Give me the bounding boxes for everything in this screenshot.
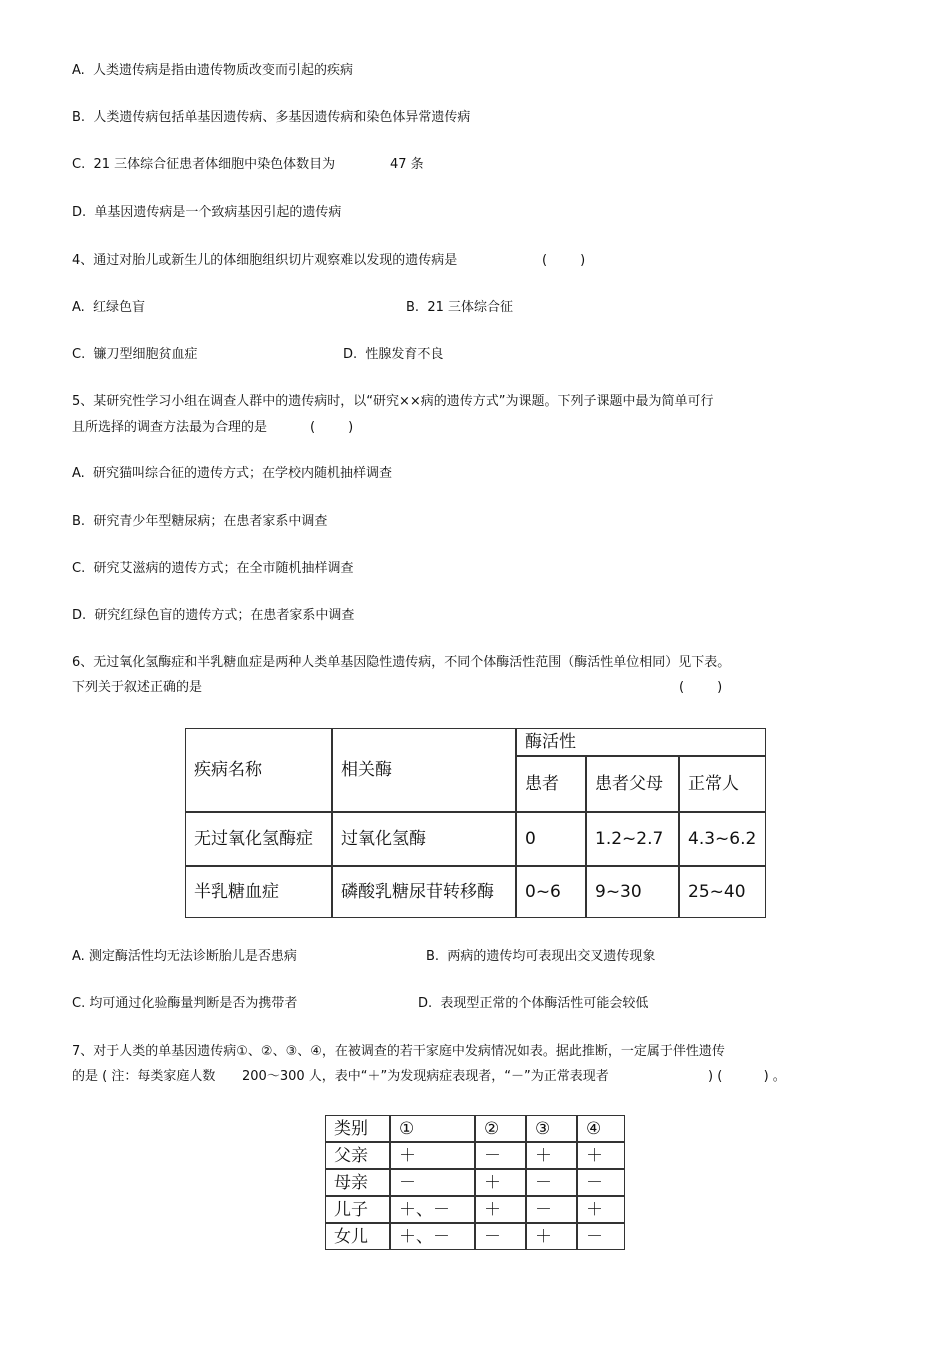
- q7-stem-note: 200～300 人，表中“＋”为发现病症表现者，“－”为正常表现者: [242, 1069, 609, 1084]
- value-cell: ＋: [390, 1142, 475, 1169]
- q3-option-b: B. 人类遗传病包括单基因遗传病、多基因遗传病和染色体异常遗传病: [72, 110, 471, 125]
- header-patient: 患者: [516, 756, 586, 812]
- category-cell: 父亲: [325, 1142, 390, 1169]
- q6-option-d: D. 表现型正常的个体酶活性可能会较低: [418, 996, 649, 1011]
- enzyme-cell: 过氧化氢酶: [332, 812, 516, 866]
- table-row: [185, 812, 766, 866]
- parents-activity-cell: 9~30: [586, 866, 679, 918]
- value-cell: ＋: [526, 1142, 577, 1169]
- header-disease-name: 疾病名称: [185, 728, 332, 812]
- table-header-row: [325, 1115, 625, 1142]
- q5-answer-paren: ( ): [310, 420, 354, 435]
- category-cell: 儿子: [325, 1196, 390, 1223]
- q4-answer-paren: ( ): [542, 253, 586, 268]
- normal-activity-cell: 25~40: [679, 866, 766, 918]
- value-cell: ＋: [475, 1169, 526, 1196]
- q4-option-c: C. 镰刀型细胞贫血症: [72, 347, 198, 362]
- table-row: [325, 1223, 625, 1250]
- table-row: [325, 1196, 625, 1223]
- q4-option-a: A. 红绿色盲: [72, 300, 146, 315]
- category-cell: 母亲: [325, 1169, 390, 1196]
- value-cell: －: [577, 1223, 625, 1250]
- header-disease-1: ①: [390, 1115, 475, 1142]
- q3-option-a: A. 人类遗传病是指由遗传物质改变而引起的疾病: [72, 63, 354, 78]
- disease-cell: 无过氧化氢酶症: [185, 812, 332, 866]
- q6-option-a: A. 测定酶活性均无法诊断胎儿是否患病: [72, 949, 297, 964]
- family-incidence-table: [325, 1115, 625, 1250]
- value-cell: －: [475, 1223, 526, 1250]
- value-cell: －: [390, 1169, 475, 1196]
- header-enzyme-activity: 酶活性: [516, 728, 766, 756]
- q5-option-a: A. 研究猫叫综合征的遗传方式；在学校内随机抽样调查: [72, 466, 393, 481]
- enzyme-activity-table: [185, 728, 766, 918]
- q6-answer-paren: ( ): [679, 680, 723, 695]
- value-cell: ＋: [475, 1196, 526, 1223]
- header-patient-parents: 患者父母: [586, 756, 679, 812]
- value-cell: －: [526, 1169, 577, 1196]
- header-normal-person: 正常人: [679, 756, 766, 812]
- q4-option-d: D. 性腺发育不良: [343, 347, 444, 362]
- q5-option-d: D. 研究红绿色盲的遗传方式；在患者家系中调查: [72, 608, 355, 623]
- table-row: [325, 1142, 625, 1169]
- table-row: [325, 1169, 625, 1196]
- disease-cell: 半乳糖血症: [185, 866, 332, 918]
- q7-answer-paren: ) ( ) 。: [708, 1069, 786, 1084]
- value-cell: ＋: [577, 1142, 625, 1169]
- enzyme-cell: 磷酸乳糖尿苷转移酶: [332, 866, 516, 918]
- q7-stem-line2: 的是 ( 注：每类家庭人数: [72, 1069, 216, 1084]
- q4-stem: 4、通过对胎儿或新生儿的体细胞组织切片观察难以发现的遗传病是: [72, 253, 458, 268]
- q5-option-c: C. 研究艾滋病的遗传方式；在全市随机抽样调查: [72, 561, 354, 576]
- header-category: 类别: [325, 1115, 390, 1142]
- patient-activity-cell: 0: [516, 812, 586, 866]
- q5-stem-line1: 5、某研究性学习小组在调查人群中的遗传病时，以“研究××病的遗传方式”为课题。下列子课题中最为简单可行: [72, 394, 714, 409]
- q5-option-b: B. 研究青少年型糖尿病；在患者家系中调查: [72, 514, 328, 529]
- header-disease-4: ④: [577, 1115, 625, 1142]
- header-disease-2: ②: [475, 1115, 526, 1142]
- table-row: [185, 866, 766, 918]
- normal-activity-cell: 4.3~6.2: [679, 812, 766, 866]
- q4-option-b: B. 21 三体综合征: [406, 300, 513, 315]
- header-related-enzyme: 相关酶: [332, 728, 516, 812]
- value-cell: －: [526, 1196, 577, 1223]
- category-cell: 女儿: [325, 1223, 390, 1250]
- q3-option-c-number: 47 条: [390, 157, 424, 172]
- value-cell: ＋、－: [390, 1223, 475, 1250]
- q6-option-c: C. 均可通过化验酶量判断是否为携带者: [72, 996, 298, 1011]
- q3-option-c: C. 21 三体综合征患者体细胞中染色体数目为: [72, 157, 336, 172]
- parents-activity-cell: 1.2~2.7: [586, 812, 679, 866]
- value-cell: ＋: [577, 1196, 625, 1223]
- value-cell: －: [577, 1169, 625, 1196]
- q6-stem-line1: 6、无过氧化氢酶症和半乳糖血症是两种人类单基因隐性遗传病，不同个体酶活性范围（酶活性单位相同）见下表。: [72, 655, 731, 670]
- q3-option-d: D. 单基因遗传病是一个致病基因引起的遗传病: [72, 205, 342, 220]
- q7-stem-line1: 7、对于人类的单基因遗传病①、②、③、④，在被调查的若干家庭中发病情况如表。据此推断，一定属于伴性遗传: [72, 1044, 725, 1059]
- value-cell: －: [475, 1142, 526, 1169]
- value-cell: ＋、－: [390, 1196, 475, 1223]
- q5-stem-line2: 且所选择的调查方法最为合理的是: [72, 420, 268, 435]
- patient-activity-cell: 0~6: [516, 866, 586, 918]
- value-cell: ＋: [526, 1223, 577, 1250]
- q6-option-b: B. 两病的遗传均可表现出交叉遗传现象: [426, 949, 656, 964]
- header-disease-3: ③: [526, 1115, 577, 1142]
- q6-stem-line2: 下列关于叙述正确的是: [72, 680, 203, 695]
